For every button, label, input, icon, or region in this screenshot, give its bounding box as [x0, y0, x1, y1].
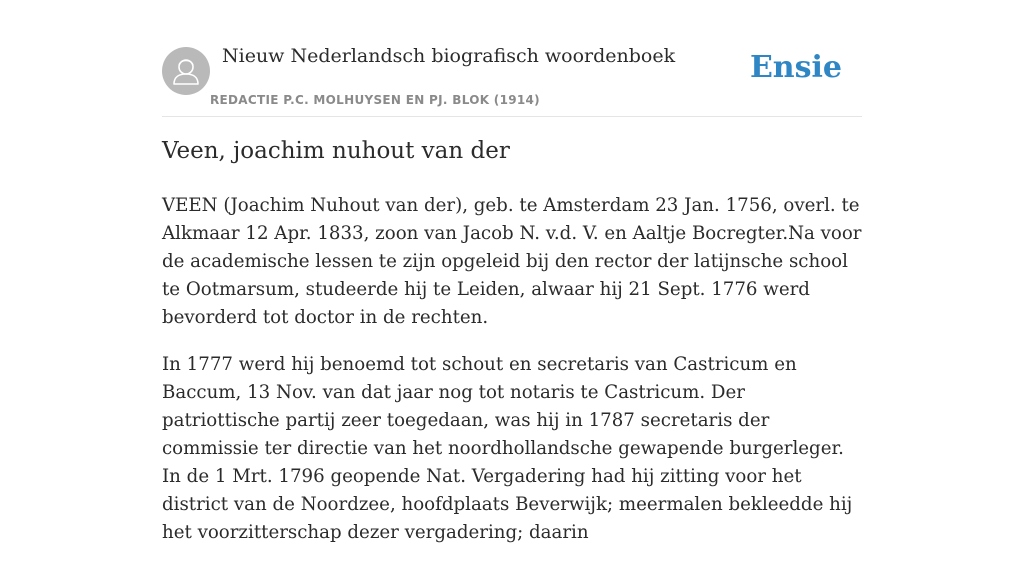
entry-body: [162, 192, 862, 566]
user-silhouette-icon[interactable]: [162, 47, 210, 95]
entry-paragraph: VEEN (Joachim Nuhout van der), geb. te Amsterdam 23 Jan. 1756, overl. te Alkmaar 12 Apr. 1833, zoon van Jacob N. v.d. V. en Aaltje Bocregter.Na voor de academische lessen te zijn opgeleid bij den rector der latijnsche school te Ootmarsum, studeerde hij te Leiden, alwaar hij 21 Sept. 1776 werd bevorderd tot doctor in de rechten.: [162, 195, 862, 328]
source-header: [162, 0, 862, 117]
source-title[interactable]: Nieuw Nederlandsch biografisch woordenboek: [222, 45, 676, 67]
entry-title: Veen, joachim nuhout van der: [162, 138, 510, 164]
entry-paragraph: In 1777 werd hij benoemd tot schout en secretaris van Castricum en Baccum, 13 Nov. van dat jaar nog tot notaris te Castricum. Der patriottische partij zeer toegedaan, was hij in 1787 secretaris der commissie ter directie van het noordhollandsche gewapende burgerleger. In de 1 Mrt. 1796 geopende Nat. Vergadering had hij zitting voor het district van de Noordzee, hoofdplaats Beverwijk; meermalen bekleedde hij het voorzitterschap dezer vergadering; daarin: [162, 354, 853, 543]
source-subtitle: REDACTIE P.C. MOLHUYSEN EN PJ. BLOK (1914): [210, 93, 540, 107]
ensie-logo[interactable]: Ensie: [749, 50, 842, 85]
